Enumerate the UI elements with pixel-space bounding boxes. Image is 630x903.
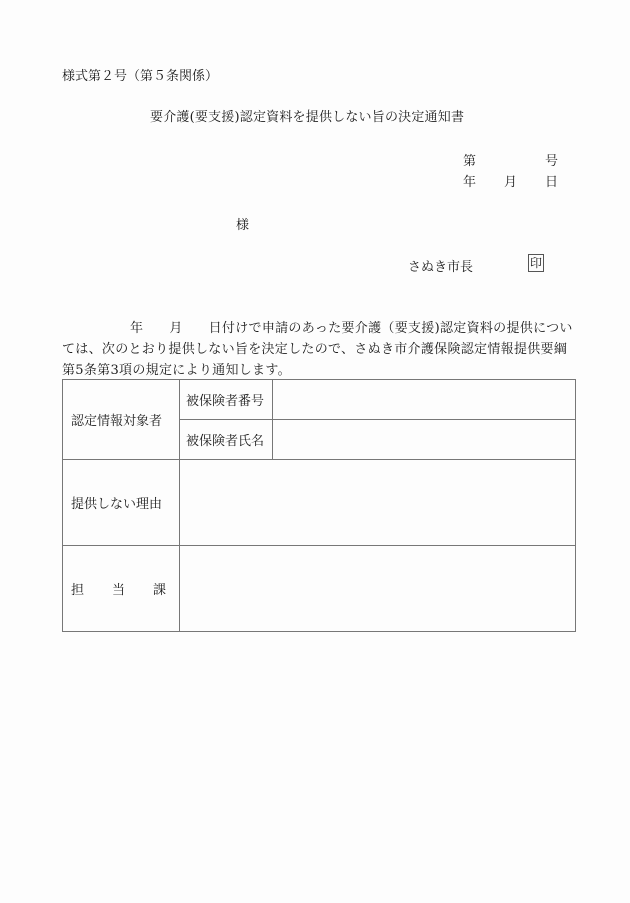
document-date-line bbox=[463, 171, 558, 190]
number-prefix: 第 bbox=[463, 154, 477, 169]
form-number: 様式第２号（第５条関係） bbox=[62, 69, 219, 84]
department-label-char: 課 bbox=[152, 583, 166, 598]
issuer-name: さぬき市長 bbox=[408, 260, 474, 275]
notice-table bbox=[62, 379, 576, 632]
seal-mark-icon: 印 bbox=[530, 256, 543, 270]
body-year: 年 bbox=[130, 321, 144, 336]
subject-label: 認定情報対象者 bbox=[63, 380, 180, 460]
notice-body bbox=[62, 318, 577, 381]
insured-name-field[interactable] bbox=[273, 420, 576, 460]
document-number-line bbox=[463, 150, 558, 169]
body-day-text: 日付けで申請のあった要介護（要支援)認定資料の提供に bbox=[208, 321, 547, 336]
date-day: 日 bbox=[544, 175, 558, 190]
document-title: 要介護(要支援)認定資料を提供しない旨の決定通知書 bbox=[150, 110, 465, 125]
insured-name-label: 被保険者氏名 bbox=[180, 420, 273, 460]
number-suffix: 号 bbox=[544, 154, 558, 169]
insured-number-field[interactable] bbox=[273, 380, 576, 420]
department-label bbox=[71, 579, 166, 598]
addressee-suffix: 様 bbox=[236, 218, 250, 233]
department-field[interactable] bbox=[180, 546, 576, 632]
date-month: 月 bbox=[503, 175, 517, 190]
department-label-char: 当 bbox=[111, 583, 125, 598]
body-month: 月 bbox=[169, 321, 183, 336]
department-label-cell bbox=[63, 546, 180, 632]
insured-number-label: 被保険者番号 bbox=[180, 380, 273, 420]
reason-field[interactable] bbox=[180, 460, 576, 546]
department-label-char: 担 bbox=[71, 583, 85, 598]
body-rest: ついては、次のとおり提供しない旨を決定したので、さぬき市介護保険認定情報提供要綱第5条第3項の規定により通知します。 bbox=[62, 321, 573, 378]
reason-label: 提供しない理由 bbox=[63, 460, 180, 546]
date-year: 年 bbox=[463, 175, 477, 190]
